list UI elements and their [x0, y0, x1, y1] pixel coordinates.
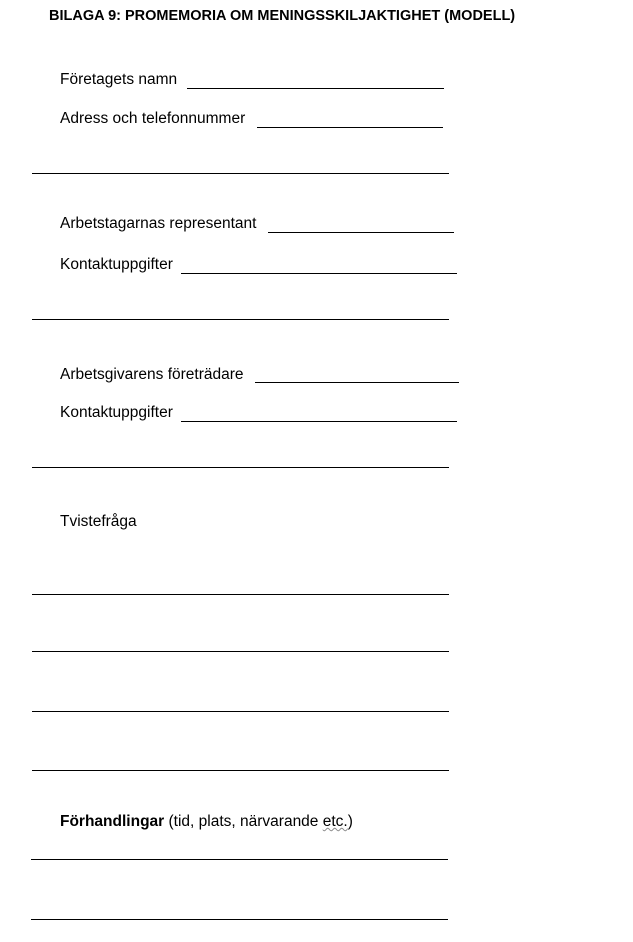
company-name-label: Företagets namn: [60, 71, 178, 88]
employer-continuation-line[interactable]: [32, 467, 449, 468]
employer-rep-label: Arbetsgivarens företrädare: [60, 366, 244, 383]
dispute-label: Tvistefråga: [60, 513, 137, 530]
address-line[interactable]: [257, 127, 443, 128]
dispute-line-4[interactable]: [32, 770, 449, 771]
negotiations-label-close: ): [347, 813, 353, 830]
employer-contact-label: Kontaktuppgifter: [60, 404, 173, 421]
negotiations-label: [60, 813, 353, 831]
employee-contact-line[interactable]: [181, 273, 457, 274]
negotiations-label-etc: etc.: [322, 813, 348, 830]
employer-rep-line[interactable]: [255, 382, 459, 383]
negotiations-label-rest: (tid, plats, närvarande: [164, 813, 323, 830]
employer-contact-line[interactable]: [181, 421, 457, 422]
negotiations-line-2[interactable]: [31, 919, 448, 920]
address-continuation-line[interactable]: [32, 173, 449, 174]
negotiations-label-bold: Förhandlingar: [60, 813, 165, 830]
dispute-line-1[interactable]: [32, 594, 449, 595]
document-title: BILAGA 9: PROMEMORIA OM MENINGSSKILJAKTIGHET (MODELL): [49, 8, 516, 24]
employee-rep-line[interactable]: [268, 232, 454, 233]
employee-continuation-line[interactable]: [32, 319, 449, 320]
dispute-line-3[interactable]: [32, 711, 449, 712]
company-name-line[interactable]: [187, 88, 444, 89]
employee-contact-label: Kontaktuppgifter: [60, 256, 173, 273]
negotiations-line-1[interactable]: [31, 859, 448, 860]
dispute-line-2[interactable]: [32, 651, 449, 652]
address-label: Adress och telefonnummer: [60, 110, 246, 127]
employee-rep-label: Arbetstagarnas representant: [60, 215, 257, 232]
